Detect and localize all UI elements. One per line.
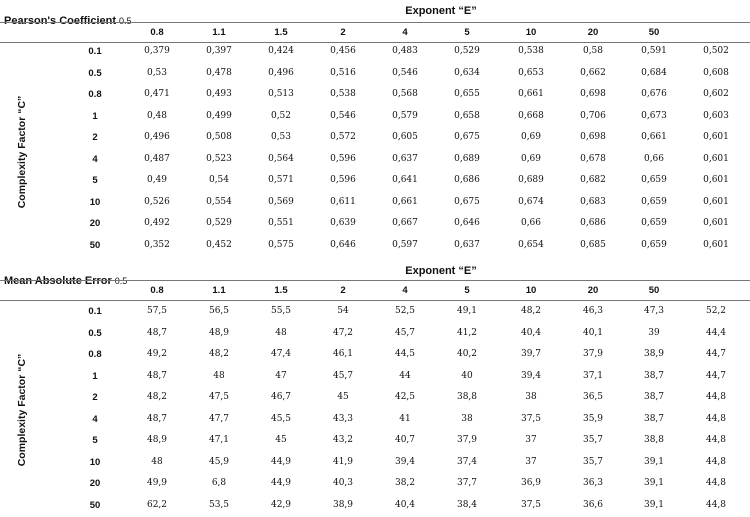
mae-col-header: 1.1	[212, 285, 226, 296]
table-cell: 0,53	[270, 132, 292, 142]
table-cell: 0,568	[392, 89, 418, 99]
table-cell: 47,4	[270, 349, 292, 359]
table-cell: 44,9	[270, 456, 292, 467]
table-cell: 0,496	[268, 67, 294, 78]
table-cell: 56,5	[208, 306, 230, 316]
mae-col-header: 20	[587, 285, 599, 296]
table-cell: 0,69	[520, 153, 542, 164]
table-cell: 38,7	[643, 413, 665, 424]
table-cell: 0,659	[641, 239, 667, 250]
table-cell: 35,9	[582, 413, 604, 424]
table-cell: 0,424	[268, 46, 294, 56]
table-cell: 38	[461, 413, 473, 424]
table-cell: 0,659	[641, 196, 667, 207]
table-cell: 0,659	[641, 218, 667, 228]
table-cell: 0,608	[703, 67, 729, 78]
pearson-exponent-label: Exponent “E”	[405, 5, 477, 17]
table-cell: 39,4	[394, 456, 416, 467]
table-cell: 0,637	[454, 239, 480, 250]
table-cell: 52,5	[394, 306, 416, 316]
table-row	[0, 171, 750, 192]
table-cell: 0,554	[206, 196, 232, 207]
table-cell: 42,9	[270, 499, 292, 510]
table-cell: 40,3	[332, 478, 354, 488]
table-cell: 42,5	[394, 392, 416, 402]
table-cell: 36,3	[582, 478, 604, 488]
table-cell: 0,551	[268, 218, 294, 228]
pearson-row-label: 4	[92, 153, 98, 165]
table-cell: 0,698	[580, 89, 606, 99]
table-row	[0, 388, 750, 409]
table-row	[0, 150, 750, 171]
table-cell: 45,9	[208, 456, 230, 467]
pearson-col-header: 4	[402, 27, 408, 38]
table-cell: 0,575	[268, 239, 294, 250]
mae-row-label: 0.8	[88, 349, 102, 360]
table-cell: 38,7	[643, 392, 665, 402]
table-cell: 37,5	[520, 499, 542, 510]
mae-col-header: 10	[525, 285, 537, 296]
pearson-title-sub: 0.5	[119, 16, 132, 26]
mae-row-label: 0.5	[88, 327, 102, 339]
table-cell: 48,7	[146, 370, 168, 381]
table-cell: 0,508	[206, 132, 232, 142]
table-cell: 37,9	[456, 435, 478, 445]
table-cell: 40	[461, 370, 473, 381]
pearson-row-label: 0.8	[88, 89, 102, 100]
table-cell: 0,683	[580, 196, 606, 207]
table-cell: 47,1	[208, 435, 230, 445]
table-cell: 0,662	[580, 67, 606, 78]
table-row	[0, 431, 750, 452]
mae-row-label: 1	[92, 370, 98, 382]
table-cell: 43,2	[332, 435, 354, 445]
table-cell: 37,4	[456, 456, 478, 467]
table-cell: 39,1	[643, 456, 665, 467]
table-cell: 39,1	[643, 478, 665, 488]
table-cell: 0,397	[206, 46, 232, 56]
table-cell: 0,54	[208, 175, 230, 185]
table-cell: 0,684	[641, 67, 667, 78]
table-cell: 0,492	[144, 218, 170, 228]
table-cell: 0,673	[641, 110, 667, 121]
table-cell: 47,5	[208, 392, 230, 402]
table-cell: 47,2	[332, 327, 354, 338]
table-cell: 37,7	[456, 478, 478, 488]
table-cell: 48	[275, 327, 287, 338]
table-cell: 0,546	[392, 67, 418, 78]
table-cell: 0,637	[392, 153, 418, 164]
table-cell: 49,2	[146, 349, 168, 359]
table-cell: 39,4	[520, 370, 542, 381]
table-cell: 0,603	[703, 110, 729, 121]
table-cell: 0,571	[268, 175, 294, 185]
table-cell: 0,502	[703, 46, 729, 56]
table-cell: 38,8	[643, 435, 665, 445]
pearson-col-header: 1.1	[212, 27, 226, 38]
table-cell: 40,2	[456, 349, 478, 359]
table-cell: 0,655	[454, 89, 480, 99]
table-cell: 0,49	[146, 175, 168, 185]
table-cell: 38	[525, 392, 537, 402]
mae-exponent-label: Exponent “E”	[405, 265, 477, 277]
table-cell: 0,601	[703, 239, 729, 250]
table-cell: 44,7	[705, 349, 727, 359]
table-cell: 48,2	[146, 392, 168, 402]
table-cell: 39,7	[520, 349, 542, 359]
mae-row-label: 10	[89, 456, 101, 468]
table-cell: 0,499	[206, 110, 232, 121]
table-cell: 44	[399, 370, 411, 381]
table-cell: 37,9	[582, 349, 604, 359]
table-row	[0, 302, 750, 323]
table-cell: 0,523	[206, 153, 232, 164]
table-cell: 0,685	[580, 239, 606, 250]
table-cell: 48,2	[520, 306, 542, 316]
table-cell: 0,452	[206, 239, 232, 250]
table-cell: 44,8	[705, 478, 727, 488]
table-cell: 37	[525, 435, 537, 445]
table-cell: 44,4	[705, 327, 727, 338]
table-cell: 0,538	[330, 89, 356, 99]
table-cell: 0,639	[330, 218, 356, 228]
table-row	[0, 410, 750, 431]
table-cell: 38,7	[643, 370, 665, 381]
table-cell: 0,597	[392, 239, 418, 250]
table-cell: 43,3	[332, 413, 354, 424]
table-cell: 0,546	[330, 110, 356, 121]
table-cell: 38,8	[456, 392, 478, 402]
pearson-table	[0, 0, 750, 258]
table-cell: 0,483	[392, 46, 418, 56]
pearson-col-header: 2	[340, 27, 346, 38]
table-cell: 0,675	[454, 132, 480, 142]
table-cell: 0,58	[582, 46, 604, 56]
table-row	[0, 107, 750, 128]
pearson-y-label: Complexity Factor “C”	[16, 95, 28, 209]
table-cell: 0,601	[703, 132, 729, 142]
table-cell: 0,53	[146, 67, 168, 78]
mae-title-text: Mean Absolute Error	[4, 275, 112, 287]
table-cell: 38,9	[643, 349, 665, 359]
table-cell: 44,7	[705, 370, 727, 381]
table-cell: 0,456	[330, 46, 356, 56]
table-cell: 0,678	[580, 153, 606, 164]
table-cell: 0,601	[703, 175, 729, 185]
table-cell: 0,513	[268, 89, 294, 99]
table-cell: 44,8	[705, 392, 727, 402]
table-cell: 6,8	[211, 478, 227, 488]
table-cell: 36,5	[582, 392, 604, 402]
table-cell: 47,7	[208, 413, 230, 424]
pearson-row-label: 0.5	[88, 67, 102, 79]
table-cell: 39,1	[643, 499, 665, 510]
table-cell: 37,5	[520, 413, 542, 424]
table-cell: 47	[275, 370, 287, 381]
table-row	[0, 345, 750, 366]
table-cell: 38,2	[394, 478, 416, 488]
table-cell: 0,596	[330, 175, 356, 185]
table-cell: 49,1	[456, 306, 478, 316]
mae-col-header: 2	[340, 285, 346, 296]
mae-row-label: 2	[92, 392, 98, 403]
table-cell: 0,641	[392, 175, 418, 185]
table-cell: 0,686	[454, 175, 480, 185]
mae-col-header: 0.8	[150, 285, 164, 296]
table-cell: 0,66	[520, 218, 542, 228]
table-cell: 40,4	[520, 327, 542, 338]
table-cell: 44,8	[705, 435, 727, 445]
table-cell: 0,529	[454, 46, 480, 56]
table-cell: 52,2	[705, 306, 727, 316]
table-cell: 0,658	[454, 110, 480, 121]
table-cell: 0,634	[454, 67, 480, 78]
pearson-col-header: 1.5	[274, 27, 288, 38]
mae-row-label: 0.1	[88, 306, 102, 317]
table-row	[0, 474, 750, 495]
mae-col-header: 1.5	[274, 285, 288, 296]
table-cell: 40,1	[582, 327, 604, 338]
table-cell: 38,4	[456, 499, 478, 510]
table-cell: 0,538	[518, 46, 544, 56]
table-cell: 0,572	[330, 132, 356, 142]
table-cell: 0,487	[144, 153, 170, 164]
pearson-row-label: 50	[89, 239, 101, 251]
table-cell: 0,646	[454, 218, 480, 228]
table-cell: 55,5	[270, 306, 292, 316]
table-cell: 0,686	[580, 218, 606, 228]
table-cell: 0,646	[330, 239, 356, 250]
table-cell: 48,2	[208, 349, 230, 359]
table-row	[0, 193, 750, 214]
table-row	[0, 236, 750, 257]
table-cell: 46,7	[270, 392, 292, 402]
table-cell: 0,661	[641, 132, 667, 142]
pearson-col-header: 5	[464, 27, 470, 38]
table-cell: 0,601	[703, 218, 729, 228]
table-cell: 0,602	[703, 89, 729, 99]
table-cell: 0,668	[518, 110, 544, 121]
table-cell: 0,52	[270, 110, 292, 121]
table-cell: 45,7	[332, 370, 354, 381]
table-cell: 41,9	[332, 456, 354, 467]
table-cell: 0,564	[268, 153, 294, 164]
table-row	[0, 496, 750, 517]
table-cell: 41	[399, 413, 411, 424]
table-cell: 0,601	[703, 196, 729, 207]
pearson-row-label: 10	[89, 196, 101, 208]
table-cell: 36,6	[582, 499, 604, 510]
table-row	[0, 64, 750, 85]
table-cell: 46,1	[332, 349, 354, 359]
table-cell: 0,654	[518, 239, 544, 250]
table-cell: 0,689	[518, 175, 544, 185]
table-cell: 35,7	[582, 456, 604, 467]
mae-col-header: 5	[464, 285, 470, 296]
table-row	[0, 128, 750, 149]
mae-table	[0, 262, 750, 517]
table-cell: 48	[151, 456, 163, 467]
pearson-col-header: 20	[587, 27, 599, 38]
table-cell: 0,698	[580, 132, 606, 142]
table-cell: 40,4	[394, 499, 416, 510]
table-cell: 44,8	[705, 413, 727, 424]
table-cell: 0,66	[643, 153, 665, 164]
mae-row-label: 20	[89, 478, 101, 489]
mae-title-sub: 0.5	[114, 276, 128, 286]
pearson-col-header: 10	[525, 27, 537, 38]
table-cell: 45,5	[270, 413, 292, 424]
pearson-row-label: 1	[92, 110, 98, 122]
table-row	[0, 214, 750, 235]
table-cell: 0,352	[144, 239, 170, 250]
table-cell: 0,689	[454, 153, 480, 164]
table-cell: 48	[213, 370, 225, 381]
mae-row-label: 50	[89, 499, 101, 511]
table-cell: 57,5	[146, 306, 168, 316]
table-cell: 0,706	[580, 110, 606, 121]
table-cell: 37,1	[582, 370, 604, 381]
pearson-title-text: Pearson's Coefficient	[4, 15, 117, 27]
table-row	[0, 42, 750, 63]
table-cell: 0,591	[641, 46, 667, 56]
table-cell: 48,9	[208, 327, 230, 338]
mae-y-label: Complexity Factor “C”	[16, 353, 28, 466]
table-cell: 0,471	[144, 89, 170, 99]
table-cell: 0,611	[330, 196, 356, 207]
table-cell: 0,493	[206, 89, 232, 99]
mae-col-header: 50	[648, 285, 660, 296]
table-cell: 0,674	[518, 196, 544, 207]
table-cell: 0,579	[392, 110, 418, 121]
table-cell: 0,605	[392, 132, 418, 142]
pearson-col-header: 50	[648, 27, 660, 38]
pearson-row-label: 2	[92, 132, 98, 143]
table-cell: 0,601	[703, 153, 729, 164]
table-cell: 45	[337, 392, 349, 402]
table-cell: 44,8	[705, 499, 727, 510]
table-row	[0, 324, 750, 345]
table-cell: 0,675	[454, 196, 480, 207]
table-cell: 38,9	[332, 499, 354, 510]
table-cell: 0,653	[518, 67, 544, 78]
table-cell: 47,3	[643, 306, 665, 316]
table-cell: 45	[275, 435, 287, 445]
table-cell: 0,659	[641, 175, 667, 185]
table-cell: 62,2	[146, 499, 168, 510]
table-cell: 0,667	[392, 218, 418, 228]
table-cell: 49,9	[146, 478, 168, 488]
table-cell: 48,7	[146, 327, 168, 338]
table-cell: 0,478	[206, 67, 232, 78]
pearson-row-label: 20	[89, 218, 101, 229]
table-cell: 48,7	[146, 413, 168, 424]
table-cell: 0,569	[268, 196, 294, 207]
pearson-col-header: 0.8	[150, 27, 164, 38]
table-cell: 36,9	[520, 478, 542, 488]
table-cell: 0,379	[144, 46, 170, 56]
table-cell: 0,661	[392, 196, 418, 207]
mae-row-label: 5	[92, 435, 98, 446]
table-cell: 44,8	[705, 456, 727, 467]
table-row	[0, 453, 750, 474]
mae-col-header: 4	[402, 285, 408, 296]
table-cell: 0,529	[206, 218, 232, 228]
pearson-row-label: 0.1	[88, 46, 102, 57]
table-cell: 37	[525, 456, 537, 467]
table-cell: 54	[337, 306, 349, 316]
table-row	[0, 85, 750, 106]
table-cell: 0,496	[144, 132, 170, 142]
table-cell: 0,661	[518, 89, 544, 99]
table-cell: 0,596	[330, 153, 356, 164]
table-cell: 44,9	[270, 478, 292, 488]
table-cell: 48,9	[146, 435, 168, 445]
table-cell: 0,526	[144, 196, 170, 207]
table-cell: 41,2	[456, 327, 478, 338]
table-cell: 46,3	[582, 306, 604, 316]
table-cell: 0,48	[146, 110, 168, 121]
table-cell: 53,5	[208, 499, 230, 510]
table-cell: 40,7	[394, 435, 416, 445]
table-cell: 39	[648, 327, 660, 338]
mae-row-label: 4	[92, 413, 98, 425]
table-cell: 0,516	[330, 67, 356, 78]
table-cell: 45,7	[394, 327, 416, 338]
table-cell: 0,682	[580, 175, 606, 185]
pearson-row-label: 5	[92, 175, 98, 186]
table-cell: 35,7	[582, 435, 604, 445]
table-row	[0, 367, 750, 388]
table-cell: 44,5	[394, 349, 416, 359]
table-cell: 0,69	[520, 132, 542, 142]
table-cell: 0,676	[641, 89, 667, 99]
